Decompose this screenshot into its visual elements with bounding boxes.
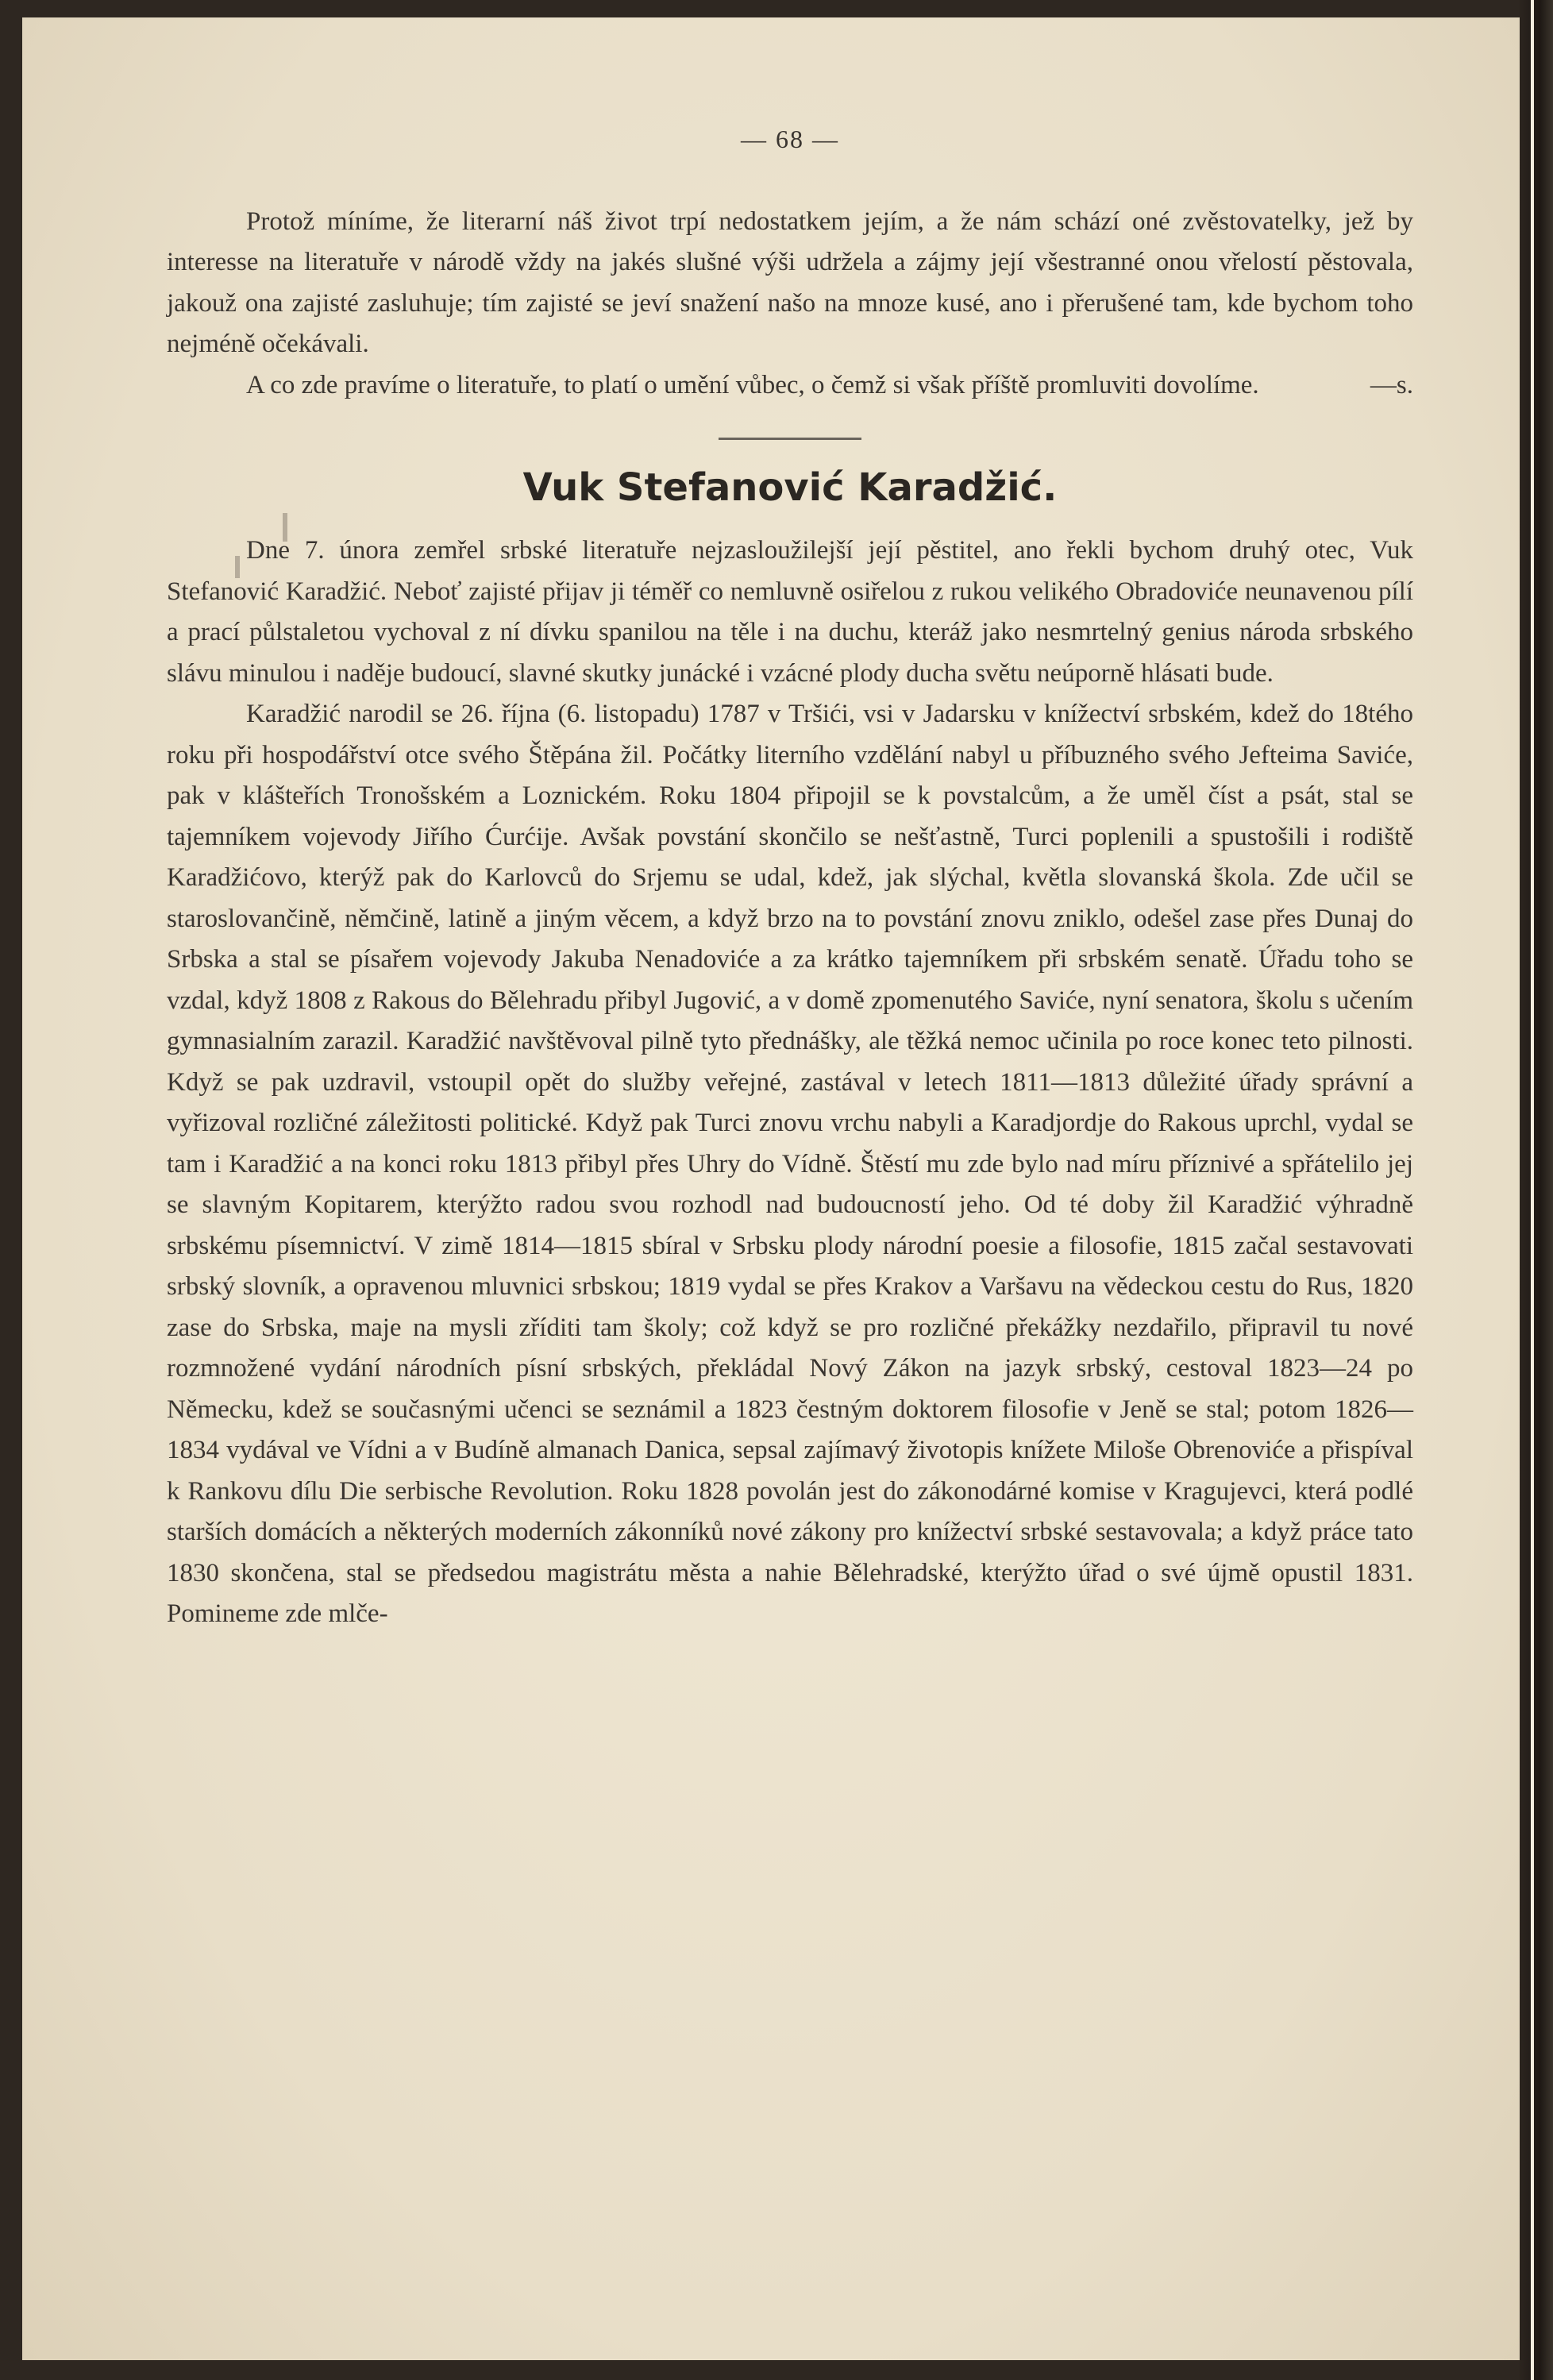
article-paragraph-1: Dne 7. února zemřel srbské literatuře nejzasloužilejší její pěstitel, ano řekli bychom druhý otec, Vuk Stefanović Karadžić. Neboť zajisté přijav ji téměř co nemluvně osiřelou z rukou velikého Obradoviće neunavenou pílí a prací půlstaletou vychoval z ní dívku spanilou na těle i na duchu, kteráž jako nesmrtelný genius národa srbského slávu minulou i naděje budoucí, slavné skutky junácké i vzácné plody ducha světu neúporně hlásati bude. xyxy=(167,536,1413,688)
article-paragraph-2: Karadžić narodil se 26. října (6. listopadu) 1787 v Tršići, vsi v Jadarsku v knížectví srbském, kdež do 18tého roku při hospodářství otce svého Štěpána žil. Počátky literního vzdělání nabyl u příbuzného svého Jefteima Saviće, pak v klášteřích Tronošském a Loznickém. Roku 1804 připojil se k povstalcům, a že uměl číst a psát, stal se tajemníkem vojevody Jiřího Ćurćije. Avšak povstání skončilo se nešťastně, Turci poplenili a spustošili i rodiště Karadžićovo, kterýž pak do Karlovců do Srjemu se udal, kdež, jak slýchal, květla slovanská škola. Zde učil se staroslovančině, němčině, latině a jiným věcem, a když brzo na to povstání znovu zniklo, odešel zase přes Dunaj do Srbska a stal se písařem vojevody Jakuba Nenadoviće a za krátko tajemníkem při srbském senatě. Úřadu toho se vzdal, když 1808 z Rakous do Bělehradu přibyl Jugović, a v domě zpomenutého Saviće, nyní senatora, školu s učením gymnasialním zarazil. Karadžić navštěvoval pilně tyto přednášky, ale těžká nemoc učinila po roce konec teto pilnosti. Když se pak uzdravil, vstoupil opět do služby veřejné, zastával v letech 1811—1813 důležité úřady správní a vyřizoval rozličné záležitosti politické. Když pak Turci znovu vrchu nabyli a Karadjordje do Rakous uprchl, vydal se tam i Karadžić a na konci roku 1813 přibyl přes Uhry do Vídně. Štěstí mu zde bylo nad míru příznivé a spřátelilo jej se slavným Kopitarem, kterýžto radou svou rozhodl nad budoucností jeho. Od té doby žil Karadžić výhradně srbskému písemnictví. V zimě 1814—1815 sbíral v Srbsku plody národní poesie a filosofie, 1815 začal sestavovati srbský slovník, a opravenou mluvnici srbskou; 1819 vydal se přes Krakov a Varšavu na vědeckou cestu do Rus, 1820 zase do Srbska, maje na mysli zříditi tam školy; což když se pro rozličné překážky nezdařilo, připravil tu nové rozmnožené vydání národních písní srbských, překládal Nový Zákon na jazyk srbský, cestoval 1823—24 po Německu, kdež se současnými učenci se seznámil a 1823 čestným doktorem filosofie v Jeně se stal; potom 1826—1834 vydával ve Vídni a v Budíně almanach Danica, sepsal zajímavý životopis knížete Miloše Obrenoviće a přispíval k Rankovu dílu Die serbische Revolution. Roku 1828 povolán jest do zákonodárné komise v Kragujevci, která podlé starších domácích a některých moderních zákonníků nové zákony pro knížectví srbské sestavovala; a když práce tato 1830 skončena, stal se předsedou magistrátu města a nahie Bělehradské, kterýžto úřad o své újmě opustil 1831. Pomineme zde mlče- xyxy=(167,700,1413,1628)
page-number: — 68 — xyxy=(741,125,839,153)
book-edge-highlight xyxy=(1531,0,1534,2380)
section-divider xyxy=(719,438,861,440)
page-content xyxy=(167,119,1413,1635)
book-edge xyxy=(1520,0,1553,2380)
intro-paragraph-2 xyxy=(167,365,1413,407)
signature: —s. xyxy=(1370,370,1413,399)
article-title: Vuk Stefanović Karadžić. xyxy=(522,465,1058,510)
intro-paragraph-2-text: A co zde pravíme o literatuře, to platí o umění vůbec, o čemž si však příště promluviti dovolíme. xyxy=(246,370,1259,399)
intro-paragraph-1: Protož míníme, že literarní náš život trpí nedostatkem jejím, a že nám schází oné zvěstovatelky, jež by interesse na literatuře v národě vždy na jakés slušné výši udržela a zájmy její všestranné onou vřelostí pěstovala, jakouž ona zajisté zasluhuje; tím zajisté se jeví snažení našo na mnoze kusé, ano i přerušené tam, kde bychom toho nejméně očekávali. xyxy=(167,206,1413,358)
